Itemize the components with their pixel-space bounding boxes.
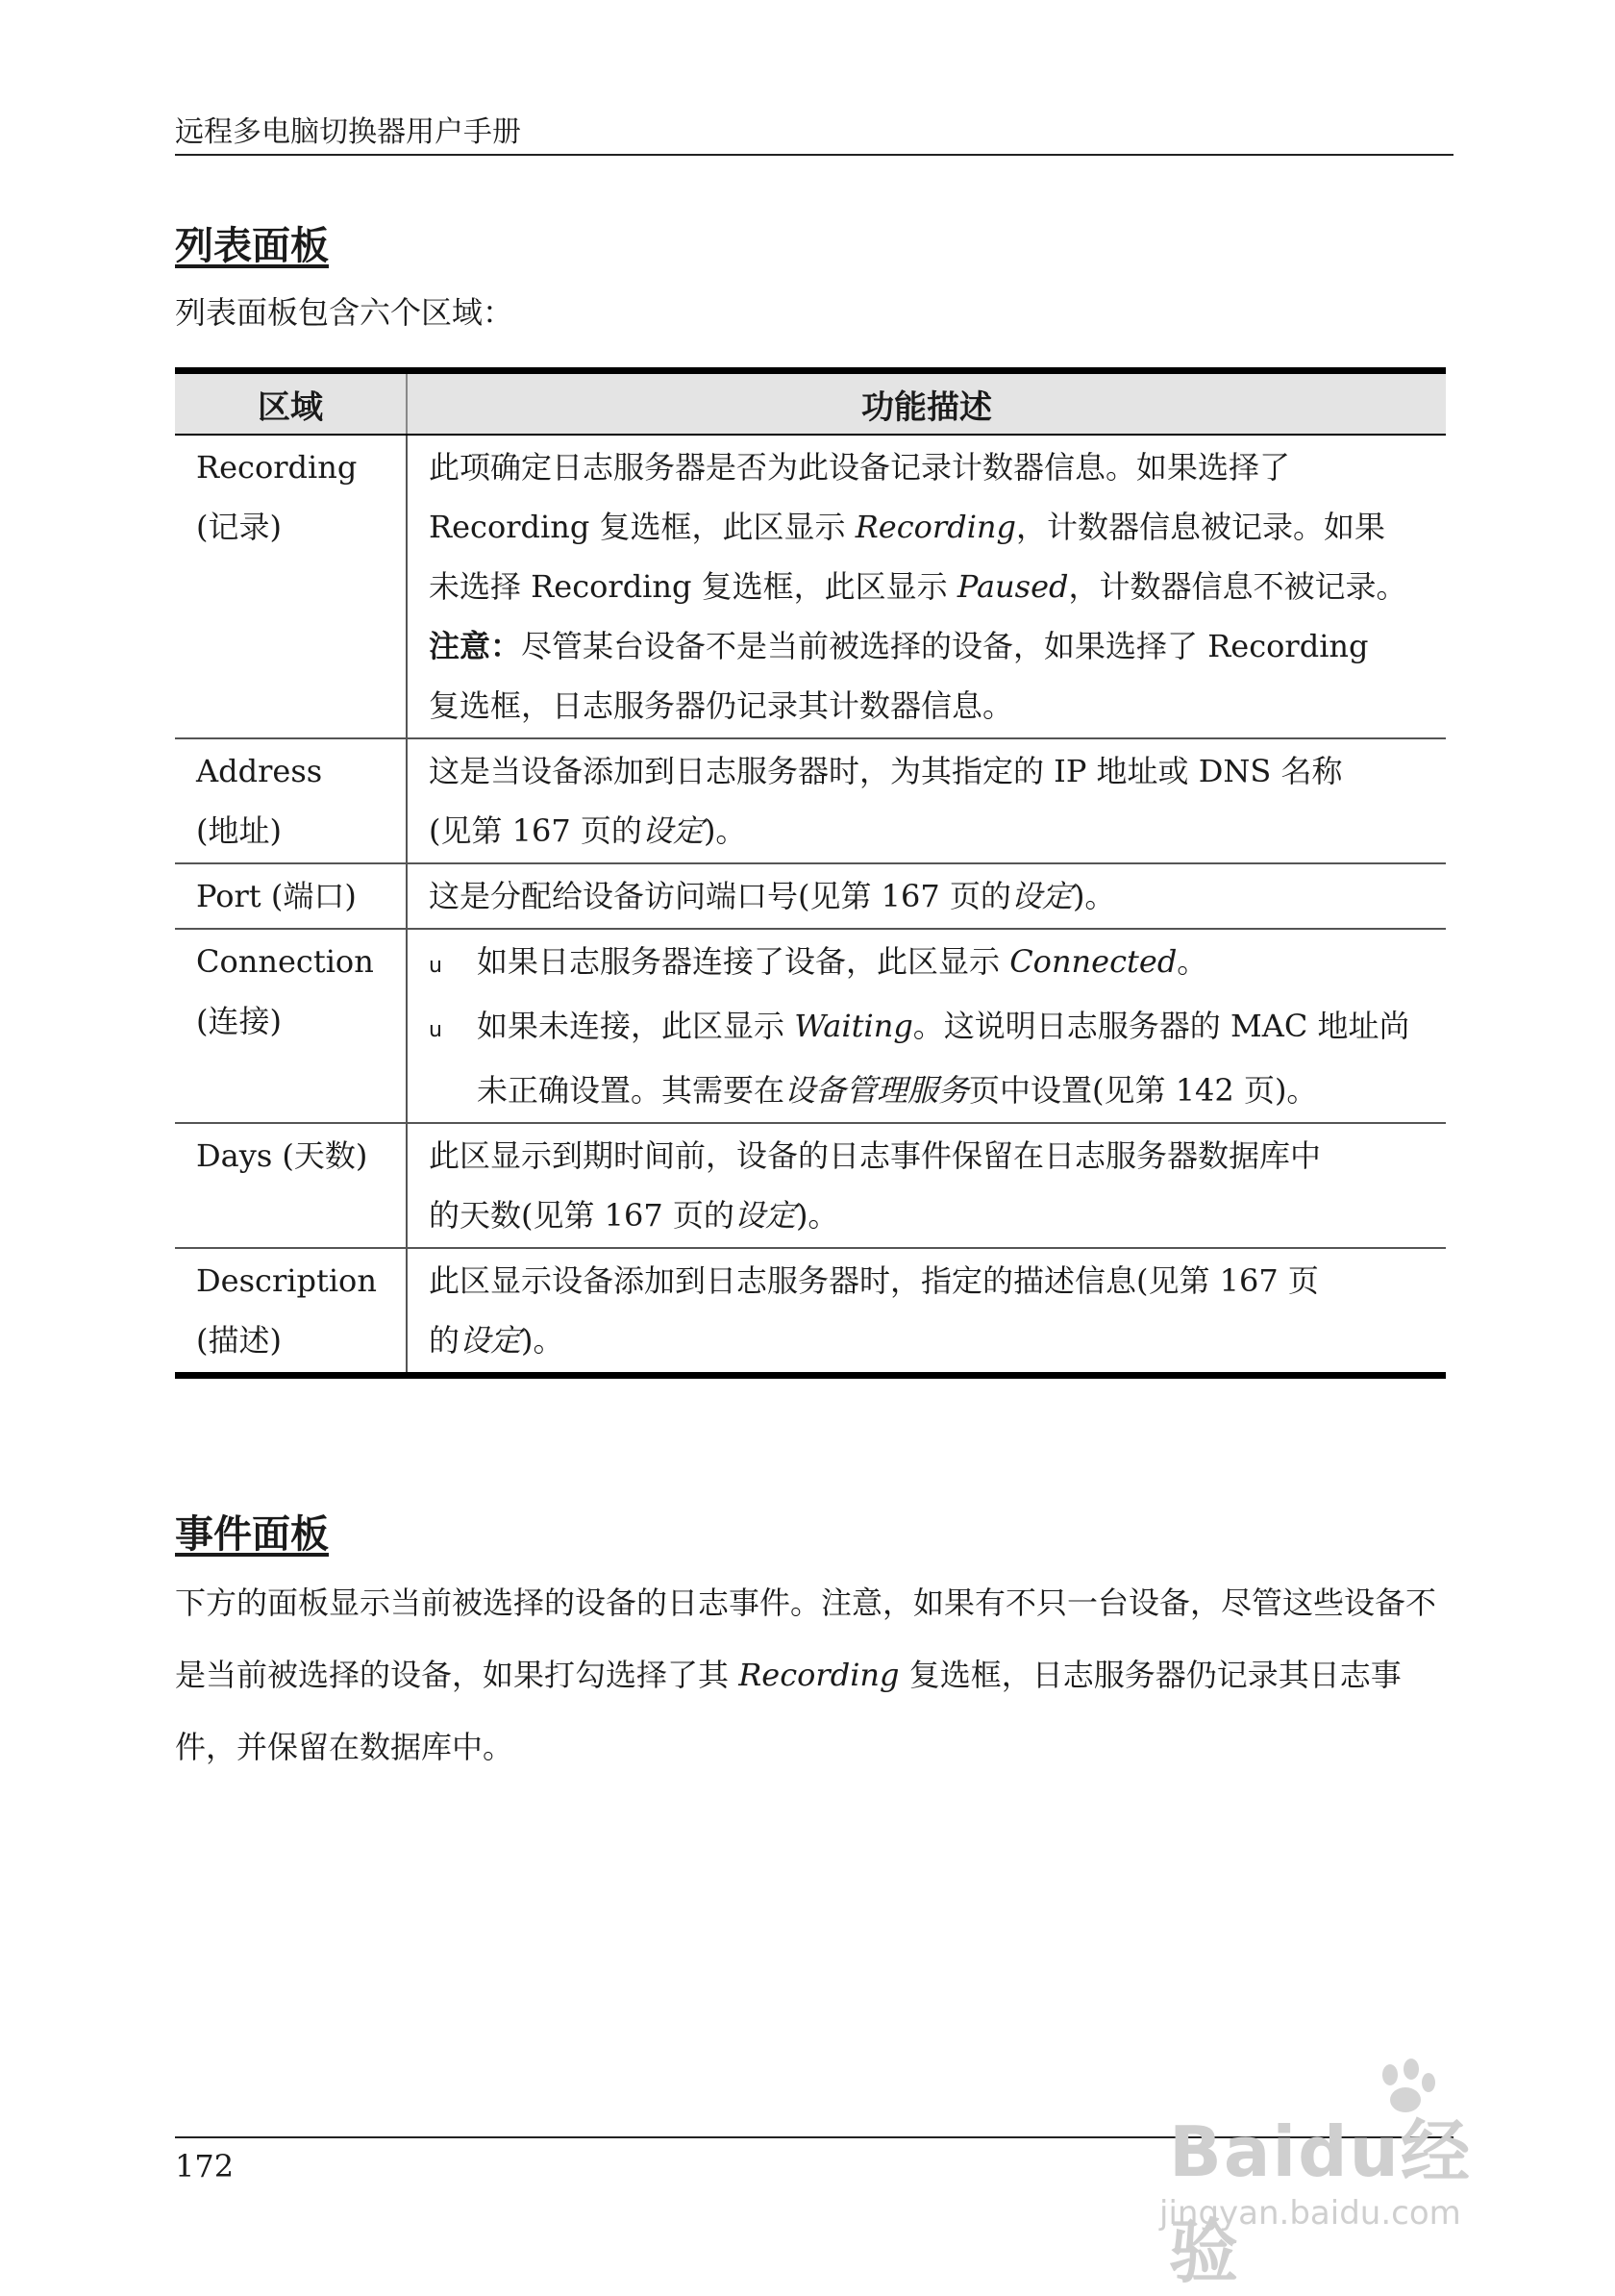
field-name: Port (端口) [196,878,357,914]
desc-line: 这是当设备添加到日志服务器时，为其指定的 IP 地址或 DNS 名称 [429,753,1343,789]
field-name: Days (天数) [196,1137,368,1174]
baidu-watermark [1130,2058,1534,2292]
field-name-cell [175,738,407,863]
bullet-icon: u [429,1018,442,1042]
field-name: Address [196,753,323,789]
desc-italic: 设定 [733,1197,796,1234]
field-name: Connection [196,943,374,980]
desc-line [429,1310,1430,1370]
field-description-cell [407,929,1446,1123]
field-description-cell [407,1123,1446,1248]
desc-italic: Waiting [794,1008,913,1044]
desc-line [429,616,1430,676]
desc-italic: 设定 [1010,878,1073,914]
desc-text: 。 [1177,943,1208,980]
field-name-cell [175,435,407,738]
desc-text: ，计数器信息不被记录。 [1068,568,1407,605]
desc-text: 如果未连接，此区显示 [477,1008,795,1044]
desc-italic: 设定 [460,1322,522,1359]
bullet-icon: u [429,954,442,978]
desc-text: 的天数(见第 167 页的 [429,1197,734,1234]
column-header-area: 区域 [175,371,407,436]
desc-italic: 设备管理服务 [784,1072,970,1109]
field-name: Description [196,1262,377,1299]
desc-line: 此区显示到期时间前，设备的日志事件保留在日志服务器数据库中 [429,1137,1322,1174]
desc-italic: 设定 [641,812,704,849]
desc-line [429,866,1430,926]
desc-line [429,801,1430,861]
note-label: 注意： [429,628,522,664]
desc-italic: Paused [957,568,1069,605]
header-divider [175,154,1454,156]
field-name-cell [175,863,407,929]
section-title-event-panel: 事件面板 [175,1511,329,1557]
page-header-title: 远程多电脑切换器用户手册 [175,115,521,149]
field-name-cell [175,1248,407,1376]
field-description-cell [407,435,1446,738]
table-row [175,435,1446,738]
table-row [175,863,1446,929]
bullet-item [429,996,1430,1120]
paragraph-text: 下方的面板显示当前被选择的设备的日志事件。注意，如果有不只一台设备，尽管这些设备不是当前被选择的设备，如果打勾选择了其 [175,1585,1437,1693]
desc-text: 这是分配给设备访问端口号(见第 167 页的 [429,878,1011,914]
section-intro: 列表面板包含六个区域： [175,294,514,331]
table-header-row [175,371,1446,436]
desc-text: )。 [703,812,747,849]
watermark-main-text: Baidu经验 [1169,2111,1472,2292]
watermark-sub-text: jingyan.baidu.com [1159,2194,1461,2233]
field-name-cell [175,929,407,1123]
table-row [175,1248,1446,1376]
field-name-cn: (连接) [196,1003,282,1039]
section-paragraph [175,1567,1454,1784]
desc-line: 此项确定日志服务器是否为此设备记录计数器信息。如果选择了 [429,449,1291,486]
desc-text: 未选择 Recording 复选框，此区显示 [429,568,957,605]
field-name-cn: (地址) [196,812,282,849]
desc-italic: Recording [855,509,1017,545]
table-row [175,738,1446,863]
field-name: Recording [196,449,358,486]
desc-text: ，计数器信息被记录。如果 [1016,509,1386,545]
desc-text: )。 [795,1197,839,1234]
desc-text: 。这说明日志服务器的 MAC 地址尚未正确设置。其需要在 [477,1008,1410,1109]
bullet-item [429,932,1430,996]
fields-table [175,367,1446,1379]
desc-text: (见第 167 页的 [429,812,642,849]
desc-text: )。 [521,1322,564,1359]
desc-text: Recording 复选框，此区显示 [429,509,856,545]
field-name-cell [175,1123,407,1248]
desc-line: 此区显示设备添加到日志服务器时，指定的描述信息(见第 167 页 [429,1262,1319,1299]
field-description-cell [407,738,1446,863]
field-description-cell [407,1248,1446,1376]
table-row [175,929,1446,1123]
desc-text: 页中设置(见第 142 页)。 [969,1072,1318,1109]
desc-line [429,1185,1430,1245]
desc-line [429,557,1430,616]
paragraph-text: 复选框，日志服务器仍记录其日志事件，并保留在数据库中。 [175,1657,1402,1765]
field-name-cn: (记录) [196,509,282,545]
desc-text: 尽管某台设备不是当前被选择的设备，如果选择了 Recording [521,628,1369,664]
paragraph-italic: Recording [738,1657,900,1693]
field-description-cell [407,863,1446,929]
desc-line: 复选框，日志服务器仍记录其计数器信息。 [429,687,1014,724]
desc-line [429,497,1430,557]
desc-text: 的 [429,1322,460,1359]
column-header-description: 功能描述 [407,371,1446,436]
table-row [175,1123,1446,1248]
desc-italic: Connected [1009,943,1178,980]
desc-text: )。 [1072,878,1116,914]
page-number: 172 [175,2148,235,2184]
desc-text: 如果日志服务器连接了设备，此区显示 [477,943,1010,980]
field-name-cn: (描述) [196,1322,282,1359]
section-title-list-panel: 列表面板 [175,223,329,268]
